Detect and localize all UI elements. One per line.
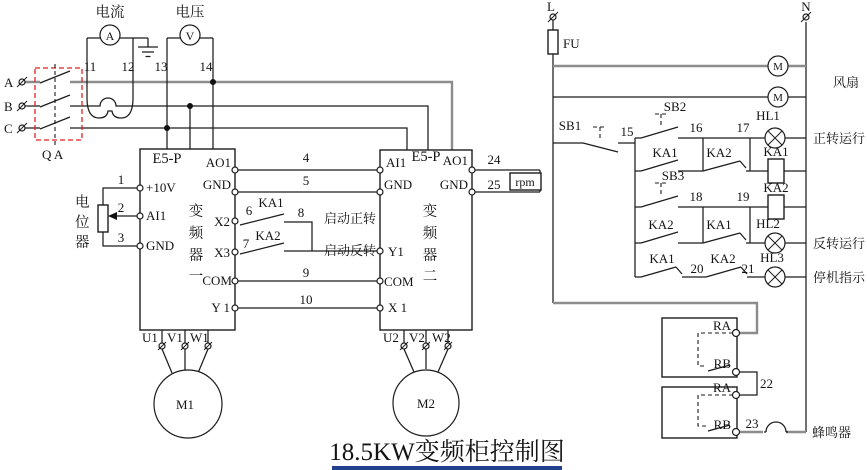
inverter2-u2: U2 xyxy=(383,330,399,345)
node-15-label: 15 xyxy=(620,124,634,139)
node-22-label: 22 xyxy=(760,376,773,391)
inverter2-x1: X 1 xyxy=(388,300,408,315)
pot-char-0: 电 xyxy=(75,195,90,211)
reverse-run-label: 反转运行 xyxy=(813,236,866,251)
terminal-13: 13 xyxy=(154,59,168,74)
pot-char-2: 器 xyxy=(75,235,90,251)
inverter2-w2: W2 xyxy=(432,330,451,345)
node-20-label: 20 xyxy=(690,261,704,276)
start-forward-label: 启动正转 xyxy=(324,211,377,226)
phase-lines xyxy=(25,82,452,150)
inverter1-gnd-left: GND xyxy=(146,238,175,253)
wire-24-label: 24 xyxy=(487,152,501,167)
start-reverse-label: 启动反转 xyxy=(324,243,377,258)
phase-c-label: C xyxy=(4,121,13,136)
node-19-label: 19 xyxy=(736,189,750,204)
buzzer-symbol xyxy=(764,422,788,432)
ka1-coil-label: KA1 xyxy=(763,144,789,159)
ka1-seal-label: KA1 xyxy=(652,145,678,160)
terminal-14: 14 xyxy=(199,59,213,74)
inverter1-gnd-right: GND xyxy=(202,177,231,192)
l-terminal-label: L xyxy=(547,0,555,14)
motor2-label: M2 xyxy=(416,396,436,411)
inverter1-ao1: AO1 xyxy=(205,155,231,170)
inverter1-y1: Y 1 xyxy=(211,300,230,315)
wire-2-label: 2 xyxy=(117,200,125,215)
voltmeter-caption: 电压 xyxy=(175,5,205,21)
hl2-label: HL2 xyxy=(756,216,780,231)
pot-char-1: 位 xyxy=(75,215,90,231)
phase-terminals xyxy=(17,77,27,133)
inverter2-model: E5-P xyxy=(411,149,441,165)
inverter1-p10v: +10V xyxy=(146,180,176,195)
ra2-label: RA xyxy=(712,380,731,395)
wire-7-label: 7 xyxy=(242,236,250,251)
wire-25-label: 25 xyxy=(487,177,501,192)
ra1-label: RA xyxy=(712,318,731,333)
inverter2-com: COM xyxy=(384,274,414,289)
phase-a-label: A xyxy=(4,75,14,90)
relay-link-22 xyxy=(739,372,757,395)
inverter1-x2: X2 xyxy=(214,214,230,229)
node-16-label: 16 xyxy=(689,120,703,135)
ka1-nc-label: KA1 xyxy=(706,217,732,232)
ammeter-caption: 电流 xyxy=(95,5,125,21)
inverter1-name-2: 器 xyxy=(188,248,204,264)
phase-b-label: B xyxy=(4,99,13,114)
rpm-label: rpm xyxy=(515,175,535,189)
fan-label: 风扇 xyxy=(833,75,860,90)
inverter1-u1: U1 xyxy=(142,330,158,345)
inverter2-v2: V2 xyxy=(409,330,425,345)
potentiometer-body xyxy=(98,205,108,232)
terminal-11: 11 xyxy=(83,59,97,74)
voltmeter-glyph: V xyxy=(185,29,195,43)
inverter1-x3: X3 xyxy=(214,245,230,260)
fan1-glyph: M xyxy=(773,61,783,73)
inverter2-ao1: AO1 xyxy=(442,153,468,168)
wire-8-label: 8 xyxy=(297,205,305,220)
inverter1-v1: V1 xyxy=(167,330,183,345)
ammeter-glyph: A xyxy=(105,29,115,43)
inverter2-gnd-right: GND xyxy=(439,177,468,192)
link-ka1-label: KA1 xyxy=(258,195,284,210)
ka2-nc2-label: KA2 xyxy=(710,251,736,266)
buzzer-label: 蜂鸣器 xyxy=(812,425,852,440)
title-underline xyxy=(332,466,562,470)
fan2-glyph: M xyxy=(773,92,783,104)
inverter2-y1: Y1 xyxy=(388,244,404,259)
ka2-seal-label: KA2 xyxy=(648,217,674,232)
n-terminal-label: N xyxy=(801,0,811,14)
node-21-label: 21 xyxy=(741,261,755,276)
sb3-label: SB3 xyxy=(661,168,685,183)
stop-indicator-label: 停机指示 xyxy=(813,270,866,285)
wiper-arrow xyxy=(108,212,117,220)
breaker-outline xyxy=(35,68,82,140)
stop-row xyxy=(635,267,806,287)
rb2-label: RB xyxy=(713,417,731,432)
terminal-12: 12 xyxy=(121,59,135,74)
inverter2-name-0: 变 xyxy=(422,204,438,220)
ground-symbol xyxy=(138,38,158,57)
inverter1-com: COM xyxy=(202,273,232,288)
wire-3-label: 3 xyxy=(117,230,125,245)
sb1-label: SB1 xyxy=(558,118,582,133)
fuse-fu xyxy=(548,30,558,54)
node-23-label: 23 xyxy=(745,416,759,431)
wire-9-label: 9 xyxy=(302,265,310,280)
inverter1-ai1: AI1 xyxy=(146,208,167,223)
inverter2-name-1: 频 xyxy=(422,226,438,242)
inverter2-gnd-left: GND xyxy=(384,177,413,192)
wire-1-label: 1 xyxy=(117,172,125,187)
node-18-label: 18 xyxy=(689,189,703,204)
diagram-title: 18.5KW变频柜控制图 xyxy=(329,439,565,466)
sb2-label: SB2 xyxy=(663,99,687,114)
inverter1-model: E5-P xyxy=(152,151,182,167)
inverter1-name-0: 变 xyxy=(188,204,204,220)
inverter1-name-3: 一 xyxy=(188,269,204,285)
inverter2-name-2: 器 xyxy=(422,248,438,264)
inverter2-ai1: AI1 xyxy=(386,155,407,170)
hl1-label: HL1 xyxy=(756,108,780,123)
ka2-coil-label: KA2 xyxy=(763,180,789,195)
motor1-label: M1 xyxy=(175,397,195,412)
wire-5-label: 5 xyxy=(302,173,310,188)
wire-4-label: 4 xyxy=(302,150,310,165)
ka1-nc2-label: KA1 xyxy=(649,251,675,266)
inverter2-name-3: 二 xyxy=(422,269,438,285)
forward-run-label: 正转运行 xyxy=(813,131,866,146)
wire-6-label: 6 xyxy=(245,203,253,218)
sb1-branch xyxy=(553,127,635,277)
wire-10-label: 10 xyxy=(299,292,313,307)
inverter1-w1: W1 xyxy=(190,330,209,345)
hl3-label: HL3 xyxy=(760,250,784,265)
node-17-label: 17 xyxy=(736,120,750,135)
breaker-label: Q A xyxy=(42,147,64,162)
inverter1-name-1: 频 xyxy=(188,226,204,242)
rb1-label: RB xyxy=(713,356,731,371)
ka2-nc-label: KA2 xyxy=(706,145,732,160)
fuse-label: FU xyxy=(563,36,580,51)
link-ka2-label: KA2 xyxy=(255,228,281,243)
voltmeter-wiring xyxy=(167,38,213,149)
